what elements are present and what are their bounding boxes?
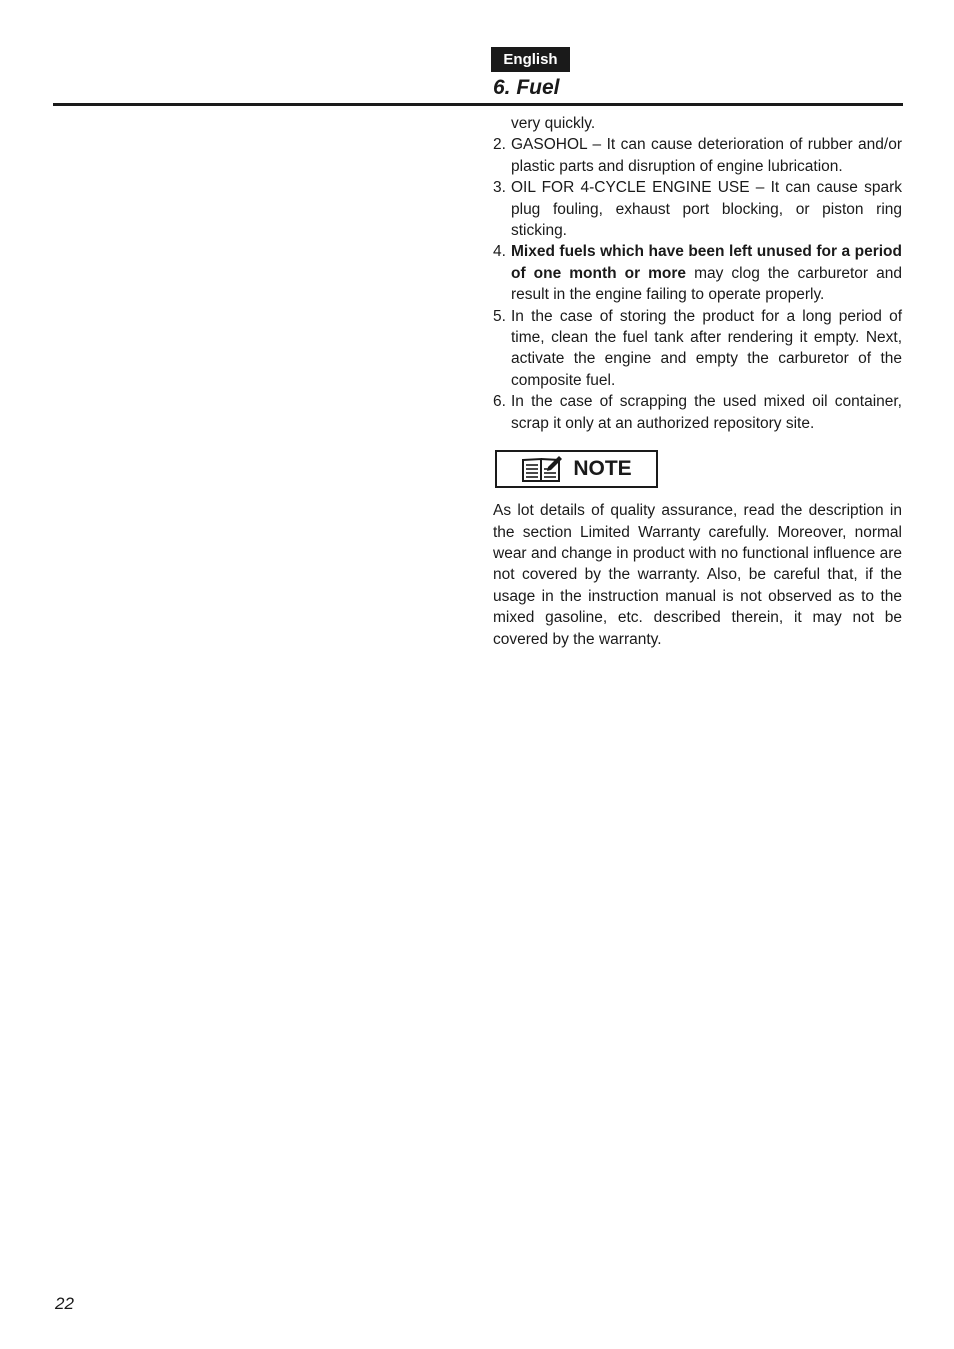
list-item-bold-text: Mixed fuels which have been left unused for a period of one month or more: [511, 243, 902, 282]
note-box: [495, 450, 658, 488]
list-item-number: 5.: [493, 307, 506, 325]
list-item-rest-text: may clog the carburetor and result in the engine failing to operate properly.: [511, 264, 902, 304]
list-item-number: 6.: [493, 393, 506, 411]
list-item-number: 2.: [493, 136, 506, 154]
list-item-text: [511, 241, 902, 305]
list-item: [493, 134, 902, 177]
note-label: NOTE: [573, 457, 632, 481]
list-item-text: In the case of scrapping the used mixed oil container, scrap it only at an authorized repository site.: [511, 393, 902, 432]
list-item: [493, 391, 902, 434]
list-item: [493, 241, 902, 305]
list-item-text: In the case of storing the product for a long period of time, clean the fuel tank after rendering it empty. Next, activate the engine and empty the carburetor of the composite fuel.: [511, 307, 902, 389]
list-item: [493, 306, 902, 392]
list-item-text: OIL FOR 4-CYCLE ENGINE USE – It can cause spark plug fouling, exhaust port blocking, or piston ring sticking.: [511, 179, 902, 240]
section-title: 6. Fuel: [493, 76, 560, 99]
page-number: 22: [55, 1294, 74, 1313]
header-rule: [53, 103, 903, 106]
list-item-text: GASOHOL – It can cause deterioration of rubber and/or plastic parts and disruption of engine lubrication.: [511, 136, 902, 175]
content-column: [493, 113, 902, 650]
note-text: As lot details of quality assurance, read the description in the section Limited Warranty carefully. Moreover, normal wear and change in product with no functional influence are not covered by the warranty. Also, be careful that, if the usage in the instruction manual is not observed as to the mixed gasoline, etc. described therein, it may not be covered by the warranty.: [493, 502, 902, 648]
note-book-icon: [521, 455, 563, 483]
continuation-text: very quickly.: [511, 115, 596, 132]
list-item-number: 4.: [493, 243, 506, 261]
language-tag: English: [491, 47, 570, 72]
list-item: [493, 177, 902, 241]
list-item-number: 3.: [493, 179, 506, 197]
